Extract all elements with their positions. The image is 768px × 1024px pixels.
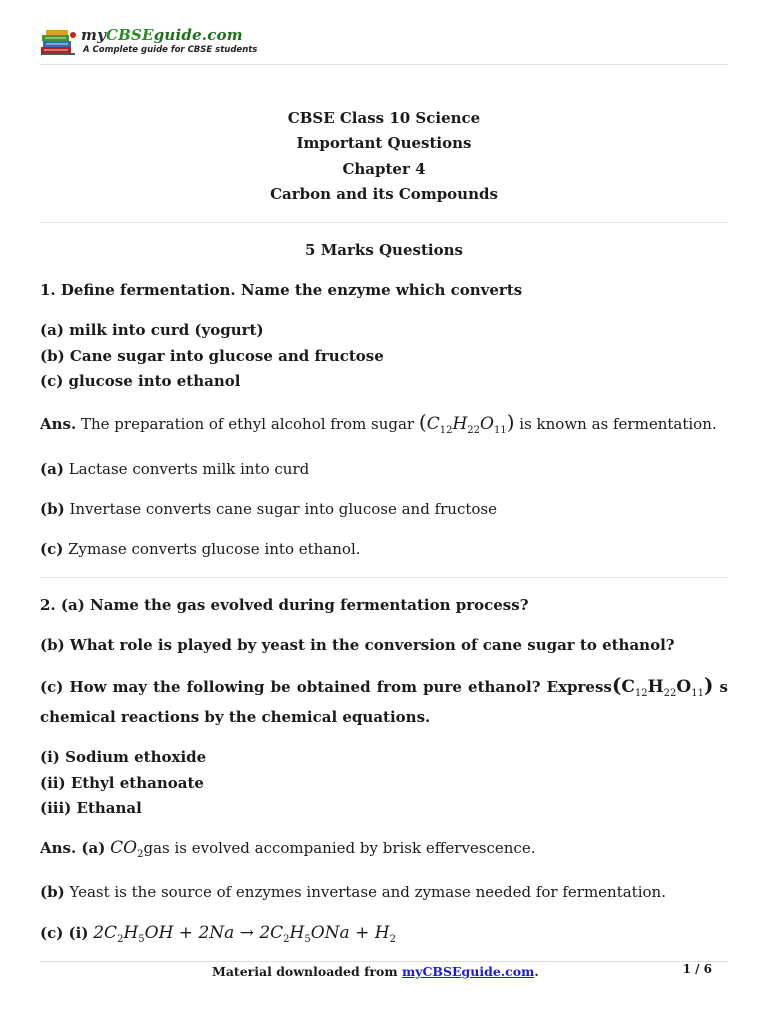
footer-link[interactable]: myCBSEguide.com (401, 964, 535, 979)
question-1-part-a: (a) milk into curd (yogurt) (40, 321, 264, 339)
question-2-item-ii: (ii) Ethyl ethanoate (40, 774, 204, 792)
answer-label: Ans. (a) (40, 839, 106, 857)
answer-text: The preparation of ethyl alcohol from sugar (81, 415, 415, 433)
answer-2-a (40, 837, 728, 866)
question-2-part-c-line1 (40, 674, 728, 705)
chemical-equation: $2C_2H_5OH + 2Na \to 2C_2H_5ONa + H_2$ (93, 923, 396, 945)
divider (40, 222, 728, 223)
answer-part-label: (c) (40, 540, 64, 558)
answer-part-label: (b) (40, 500, 65, 518)
answer-part-label: (b) (40, 883, 65, 901)
title-line: Carbon and its Compounds (270, 184, 498, 203)
question-1-part-b: (b) Cane sugar into glucose and fructose (40, 347, 384, 365)
question-2-part-b: (b) What role is played by yeast in the conversion of cane sugar to ethanol? (40, 636, 675, 654)
title-line: CBSE Class 10 Science (287, 109, 481, 127)
word: may (112, 678, 147, 696)
word: s (719, 678, 728, 696)
logo-tagline: A Complete guide for CBSE students (83, 45, 258, 55)
word: pure (423, 678, 462, 696)
answer-part-text: Yeast is the source of enzymes invertase and zymase needed for fermentation. (69, 883, 666, 901)
answer-part-text: Invertase converts cane sugar into glucose and fructose (69, 500, 497, 518)
answer-text: is known as fermentation. (519, 415, 717, 433)
express-group: $Express(C_{12}H_{22}O_{11})$ (546, 673, 714, 699)
word: (c) (40, 678, 64, 696)
question-2-part-c-line2: chemical reactions by the chemical equations. (40, 708, 431, 726)
word: from (376, 678, 417, 696)
logo-wordmark: myCBSEguide.com (81, 26, 243, 44)
page-number: 1 / 6 (682, 962, 712, 976)
question-2-item-i: (i) Sodium ethoxide (40, 748, 207, 766)
answer-1-b (40, 498, 728, 520)
answer-part-text: Zymase converts glucose into ethanol. (68, 540, 361, 558)
word: the (153, 678, 181, 696)
footer-text: Material downloaded from myCBSEguide.com. (212, 964, 539, 979)
word: obtained (296, 678, 371, 696)
sucrose-formula: $(C_{12}H_{22}O_{11})$ (611, 673, 714, 699)
section-heading: 5 Marks Questions (305, 241, 463, 259)
word: following (186, 678, 265, 696)
question-1: 1. Define fermentation. Name the enzyme which converts (40, 281, 523, 299)
answer-part-label: (a) (40, 460, 64, 478)
word: How (69, 678, 107, 696)
question-1-part-c: (c) glucose into ethanol (40, 372, 241, 390)
page-header (40, 26, 728, 65)
document-title (40, 106, 728, 207)
word: ethanol? (468, 678, 541, 696)
answer-part-text: gas is evolved accompanied by brisk effervescence. (143, 839, 536, 857)
question-2-item-iii: (iii) Ethanal (40, 799, 142, 817)
footer-divider (40, 961, 728, 962)
answer-1-intro (40, 411, 728, 442)
title-line: Chapter 4 (342, 159, 426, 178)
sucrose-formula: $(C_{12}H_{22}O_{11})$ (418, 410, 515, 436)
title-line: Important Questions (296, 134, 472, 153)
word: be (270, 678, 291, 696)
divider (40, 577, 728, 578)
co2-formula: $CO_2$ (110, 838, 144, 860)
books-icon (40, 29, 78, 57)
answer-label: Ans. (40, 415, 77, 433)
answer-1-c (40, 538, 728, 560)
answer-1-a (40, 458, 728, 480)
answer-part-text: Lactase converts milk into curd (68, 460, 310, 478)
answer-2-b (40, 881, 728, 903)
answer-part-label: (c) (i) (40, 924, 89, 942)
mycbseguide-logo[interactable] (40, 26, 258, 60)
answer-2-c-i (40, 922, 728, 951)
question-2-part-a: 2. (a) Name the gas evolved during fermentation process? (40, 596, 529, 614)
